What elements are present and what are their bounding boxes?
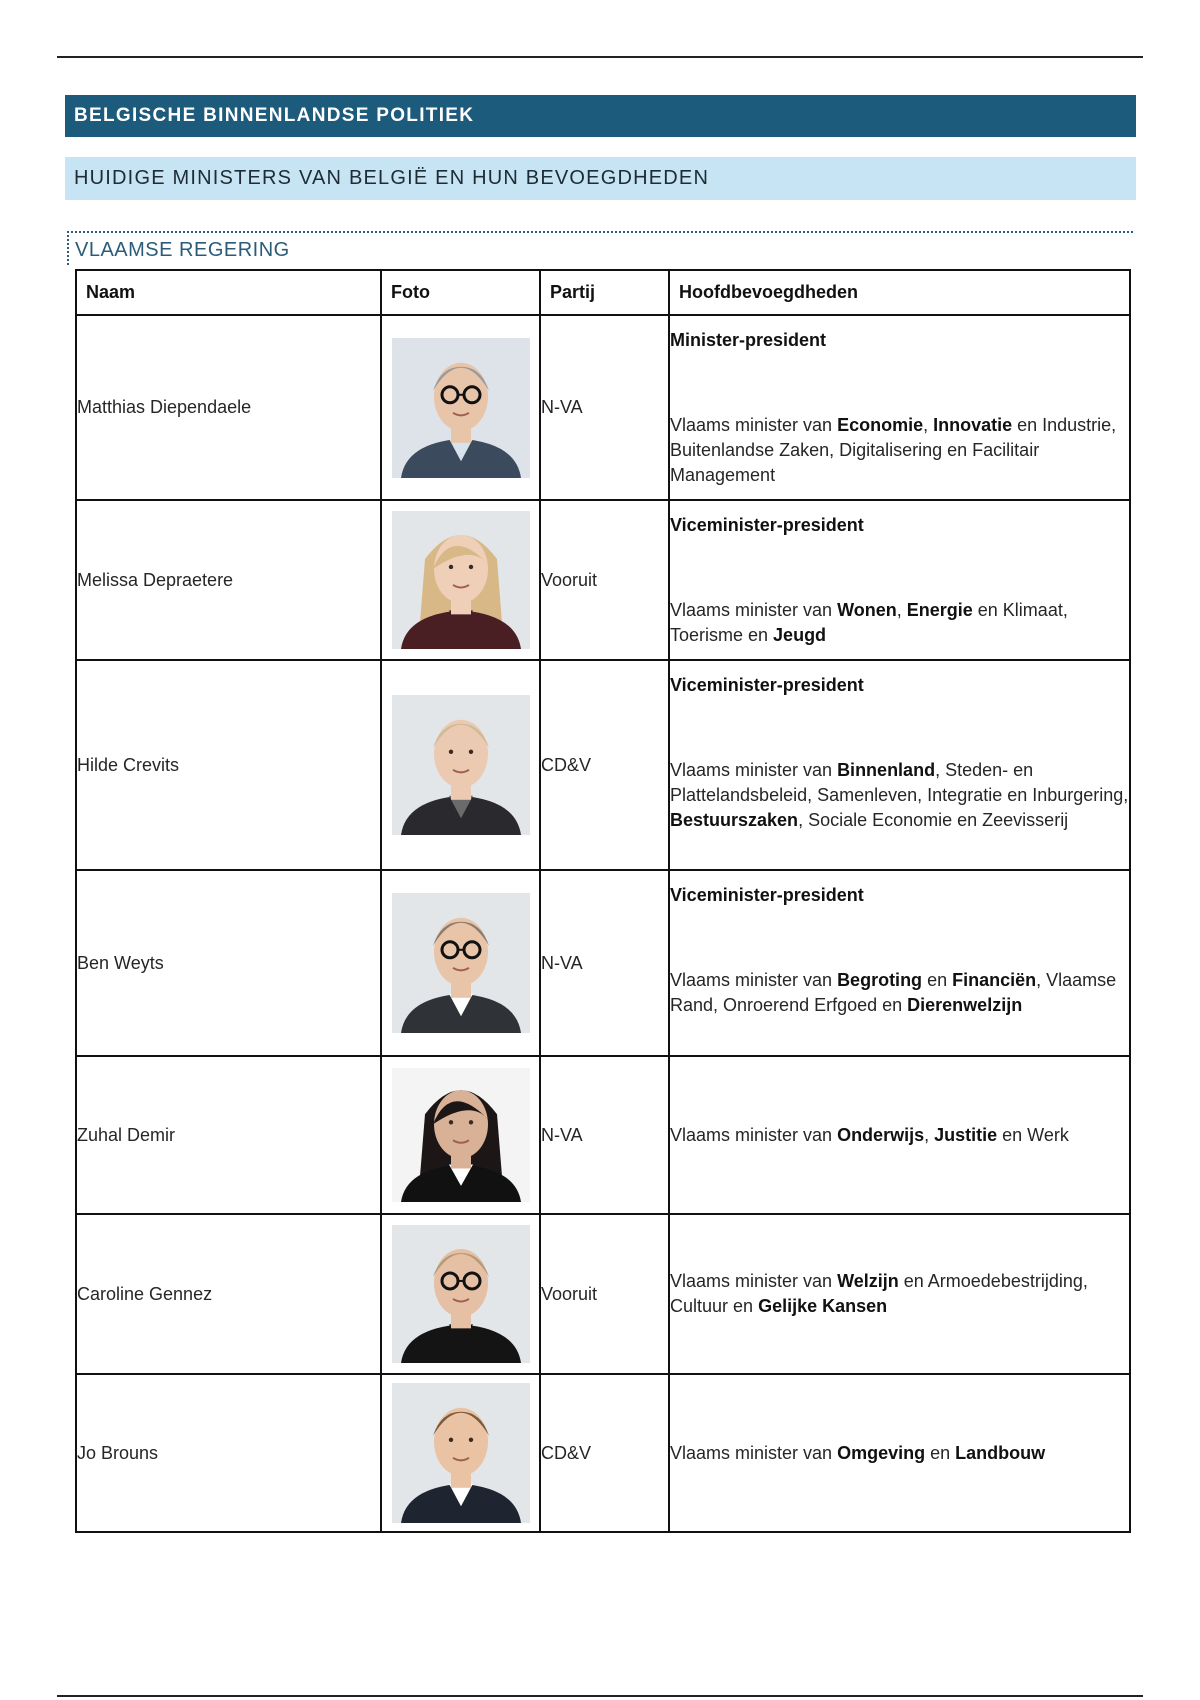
ministers-table <box>75 269 1131 1533</box>
duties-text <box>670 758 1129 833</box>
minister-duties <box>669 1214 1130 1374</box>
table-row <box>76 1214 1130 1374</box>
table-row <box>76 1056 1130 1214</box>
duty-highlight: Economie <box>837 415 924 435</box>
minister-name: Hilde Crevits <box>76 660 381 870</box>
duty-highlight: Begroting <box>837 970 923 990</box>
minister-party: CD&V <box>540 1374 669 1532</box>
duty-text: , Steden- en Plattelandsbeleid, Samenleven, Integratie en Inburgering, <box>670 760 1129 805</box>
table-row <box>76 1374 1130 1532</box>
minister-name: Matthias Diependaele <box>76 315 381 500</box>
duty-highlight: Binnenland <box>837 760 936 780</box>
duty-text: , Vlaamse Rand, Onroerend Erfgoed en <box>670 970 1117 1015</box>
duty-highlight: Omgeving <box>837 1442 926 1463</box>
minister-duties <box>669 870 1130 1056</box>
table-row <box>76 500 1130 660</box>
section-heading: VLAAMSE REGERING <box>67 231 1133 265</box>
duty-text: , Sociale Economie en Zeevisserij <box>798 810 1069 830</box>
duty-text: Vlaams minister van <box>670 970 838 990</box>
header-foto: Foto <box>381 270 540 315</box>
minister-photo-cell <box>381 660 540 870</box>
minister-portrait <box>392 511 530 649</box>
duty-text: Vlaams minister van <box>670 600 838 620</box>
minister-duties <box>669 660 1130 870</box>
duty-text: , <box>924 1124 935 1145</box>
duties-text <box>670 1123 1129 1148</box>
duties-spacer <box>670 908 1129 968</box>
duty-highlight: Dierenwelzijn <box>907 995 1023 1015</box>
duties-text <box>670 968 1129 1018</box>
minister-duties <box>669 315 1130 500</box>
header-hoofdbevoegdheden: Hoofdbevoegdheden <box>669 270 1130 315</box>
minister-party: Vooruit <box>540 1214 669 1374</box>
duty-highlight: Gelijke Kansen <box>758 1296 888 1316</box>
duty-text: en Industrie, Buitenlandse Zaken, Digitalisering en Facilitair Management <box>670 415 1117 485</box>
minister-party: N-VA <box>540 870 669 1056</box>
table-row <box>76 660 1130 870</box>
table-header-row <box>76 270 1130 315</box>
duty-highlight: Financiën <box>952 970 1037 990</box>
duty-highlight: Onderwijs <box>837 1124 925 1145</box>
minister-photo-cell <box>381 1214 540 1374</box>
duties-text <box>670 1441 1129 1466</box>
duty-text: Vlaams minister van <box>670 1442 838 1463</box>
minister-portrait <box>392 1068 530 1202</box>
duty-highlight: Energie <box>906 600 973 620</box>
minister-party: N-VA <box>540 315 669 500</box>
duty-text: en <box>925 1442 956 1463</box>
minister-name: Ben Weyts <box>76 870 381 1056</box>
duty-highlight: Justitie <box>934 1124 998 1145</box>
table-row <box>76 870 1130 1056</box>
bottom-rule <box>57 1695 1143 1697</box>
duties-spacer <box>670 353 1129 413</box>
duty-text: en Werk <box>997 1124 1069 1145</box>
top-rule <box>57 56 1143 58</box>
duty-text: , <box>896 600 907 620</box>
minister-photo-cell <box>381 500 540 660</box>
duty-text: en <box>922 970 953 990</box>
minister-party: Vooruit <box>540 500 669 660</box>
page-subbanner: HUIDIGE MINISTERS VAN BELGIË EN HUN BEVOEGDHEDEN <box>65 157 1136 200</box>
table-row <box>76 315 1130 500</box>
minister-role-title: Viceminister-president <box>670 675 864 695</box>
minister-portrait <box>392 1383 530 1523</box>
minister-photo-cell <box>381 870 540 1056</box>
duty-highlight: Bestuurszaken <box>670 810 799 830</box>
duties-text <box>670 413 1129 488</box>
minister-name: Jo Brouns <box>76 1374 381 1532</box>
minister-role-title: Minister-president <box>670 330 827 350</box>
minister-portrait <box>392 1225 530 1363</box>
duties-spacer <box>670 698 1129 758</box>
minister-party: CD&V <box>540 660 669 870</box>
minister-portrait <box>392 695 530 835</box>
duty-text: en Klimaat, Toerisme en <box>670 600 1068 645</box>
minister-name: Zuhal Demir <box>76 1056 381 1214</box>
minister-name: Caroline Gennez <box>76 1214 381 1374</box>
minister-name: Melissa Depraetere <box>76 500 381 660</box>
page-banner: BELGISCHE BINNENLANDSE POLITIEK <box>65 95 1136 137</box>
minister-role-title: Viceminister-president <box>670 885 864 905</box>
duty-highlight: Landbouw <box>955 1442 1046 1463</box>
duty-highlight: Innovatie <box>933 415 1013 435</box>
header-naam: Naam <box>76 270 381 315</box>
duty-highlight: Jeugd <box>773 625 827 645</box>
minister-photo-cell <box>381 1374 540 1532</box>
minister-duties <box>669 1374 1130 1532</box>
duty-text: Vlaams minister van <box>670 415 838 435</box>
duty-text: en Armoedebestrijding, Cultuur en <box>670 1271 1088 1316</box>
minister-duties <box>669 500 1130 660</box>
duties-text <box>670 598 1129 648</box>
minister-portrait <box>392 893 530 1033</box>
duty-text: Vlaams minister van <box>670 760 838 780</box>
minister-party: N-VA <box>540 1056 669 1214</box>
duty-text: Vlaams minister van <box>670 1124 838 1145</box>
minister-role-title: Viceminister-president <box>670 515 864 535</box>
minister-photo-cell <box>381 315 540 500</box>
duty-highlight: Welzijn <box>837 1271 899 1291</box>
minister-portrait <box>392 338 530 478</box>
duty-text: Vlaams minister van <box>670 1271 838 1291</box>
duty-highlight: Wonen <box>837 600 897 620</box>
duties-text <box>670 1269 1129 1319</box>
duty-text: , <box>923 415 934 435</box>
header-partij: Partij <box>540 270 669 315</box>
minister-duties <box>669 1056 1130 1214</box>
minister-photo-cell <box>381 1056 540 1214</box>
duties-spacer <box>670 538 1129 598</box>
